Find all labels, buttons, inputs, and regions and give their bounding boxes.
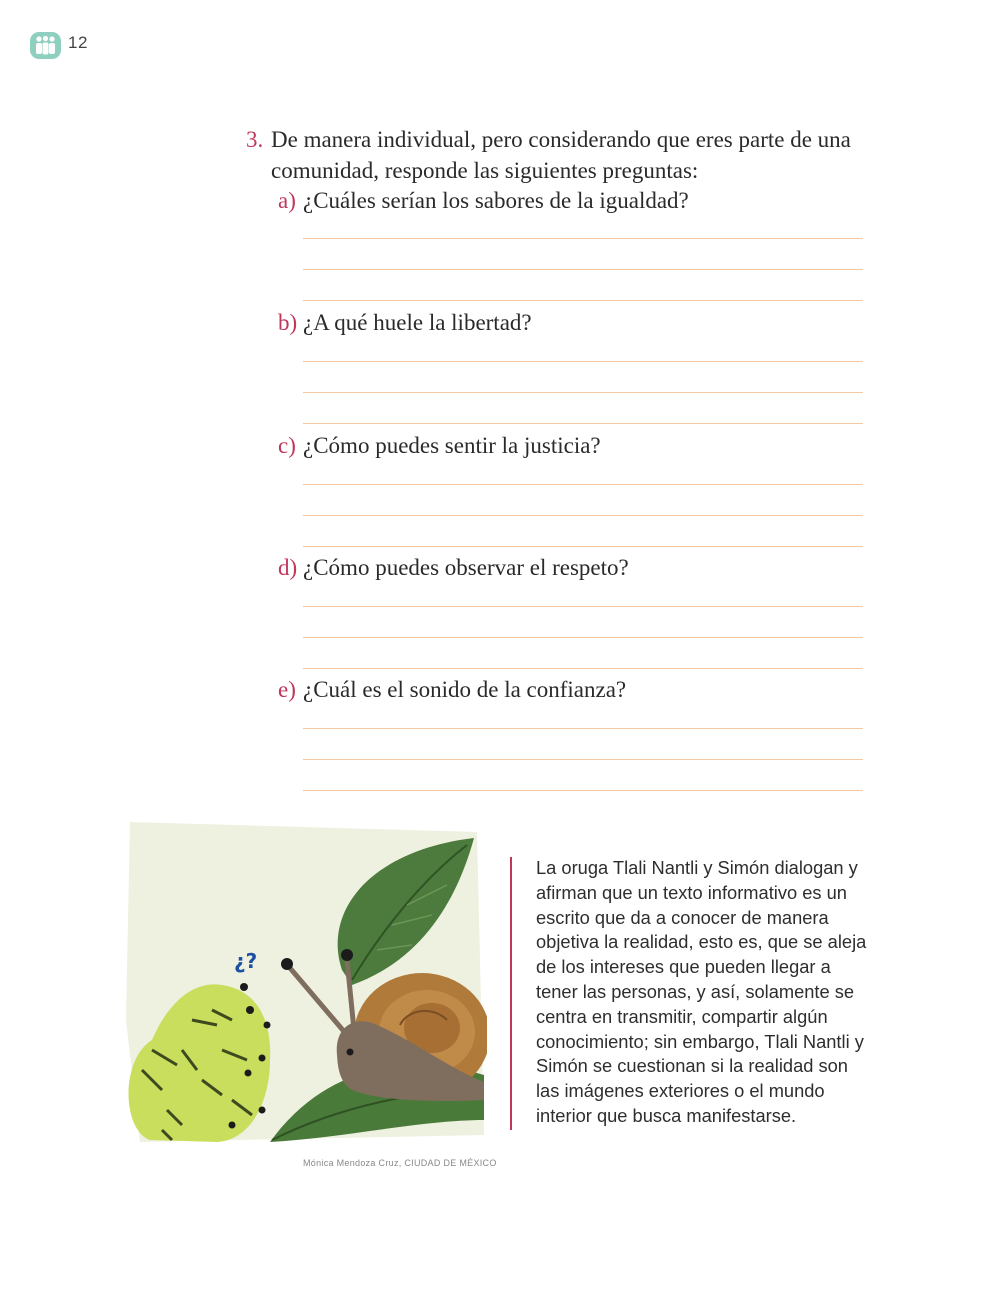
answer-line — [303, 361, 863, 362]
question-marks: ¿? — [234, 949, 258, 973]
answer-line — [303, 728, 863, 729]
question-letter: e) — [278, 677, 296, 702]
page-number: 12 — [68, 33, 88, 52]
answer-line — [303, 269, 863, 270]
info-text: La oruga Tlali Nantli y Simón dialogan y afirman que un texto informativo es un escrito que da a conocer de manera objetiva la realidad, esto es, que se aleja de los intereses que pueden llegar a tener las personas, y así, solamente se centra en transmitir, compartir algún conocimiento; sin embargo, Tlali Nantli y Simón se cuestionan si la realidad son las imágenes exteriores o el mundo interior que busca manifestarse. — [536, 857, 867, 1126]
question-text: ¿Cómo puedes sentir la justicia? — [303, 433, 601, 458]
answer-line — [303, 392, 863, 393]
question-b — [278, 308, 532, 338]
answer-line — [303, 484, 863, 485]
answer-line — [303, 423, 863, 424]
question-text: ¿Cómo puedes observar el respeto? — [303, 555, 629, 580]
answer-line — [303, 790, 863, 791]
question-letter: c) — [278, 433, 296, 458]
illustration-credit: Mónica Mendoza Cruz, CIUDAD DE MÉXICO — [303, 1158, 497, 1168]
question-letter: a) — [278, 188, 296, 213]
question-d — [278, 553, 629, 583]
answer-line — [303, 668, 863, 669]
question-a — [278, 186, 689, 216]
caterpillar-snail-illustration — [122, 820, 487, 1145]
activity-number: 3. — [246, 127, 264, 152]
question-text: ¿Cuáles serían los sabores de la igualdad? — [303, 188, 689, 213]
answer-line — [303, 759, 863, 760]
question-c — [278, 431, 601, 461]
question-letter: b) — [278, 310, 298, 335]
answer-line — [303, 515, 863, 516]
answer-line — [303, 300, 863, 301]
activity-instruction: De manera individual, pero considerando que eres parte de una comunidad, responde las siguientes preguntas: — [271, 127, 851, 183]
info-rule — [510, 857, 512, 1130]
answer-line — [303, 546, 863, 547]
answer-line — [303, 238, 863, 239]
answer-line — [303, 606, 863, 607]
question-letter: d) — [278, 555, 298, 580]
page-badge — [30, 32, 61, 59]
question-e — [278, 675, 626, 705]
answer-line — [303, 637, 863, 638]
question-text: ¿A qué huele la libertad? — [303, 310, 532, 335]
people-icon — [33, 35, 58, 56]
question-text: ¿Cuál es el sonido de la confianza? — [303, 677, 627, 702]
